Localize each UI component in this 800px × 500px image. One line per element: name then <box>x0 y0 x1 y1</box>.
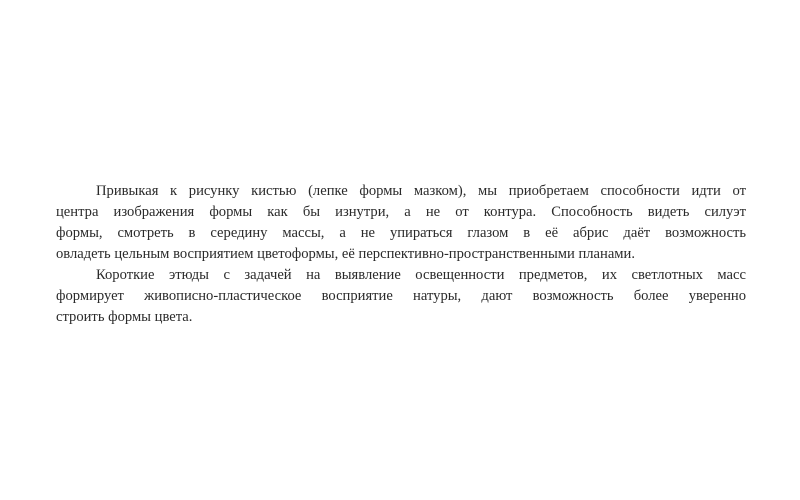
paragraph-2-line-3: строить формы цвета. <box>56 309 193 325</box>
paragraph-2-line-2: формирует живописно-пластическое восприятие натуры, дают возможность более уверенно <box>56 288 746 304</box>
paragraph-1 <box>56 181 746 265</box>
paragraph-1-line-1: Привыкая к рисунку кистью (лепке формы мазком), мы приобретаем способности идти от <box>96 183 746 199</box>
paragraph-2 <box>56 265 746 328</box>
paragraph-1-line-2: центра изображения формы как бы изнутри, а не от контура. Способность видеть силуэт <box>56 204 746 220</box>
paragraph-1-line-3: формы, смотреть в середину массы, а не упираться глазом в её абрис даёт возможность <box>56 225 746 241</box>
paragraph-1-line-4: овладеть цельным восприятием цветоформы, её перспективно-пространственными планами. <box>56 246 635 262</box>
paragraph-2-line-1: Короткие этюды с задачей на выявление освещенности предметов, их светлотных масс <box>96 267 746 283</box>
body-text <box>56 181 746 328</box>
